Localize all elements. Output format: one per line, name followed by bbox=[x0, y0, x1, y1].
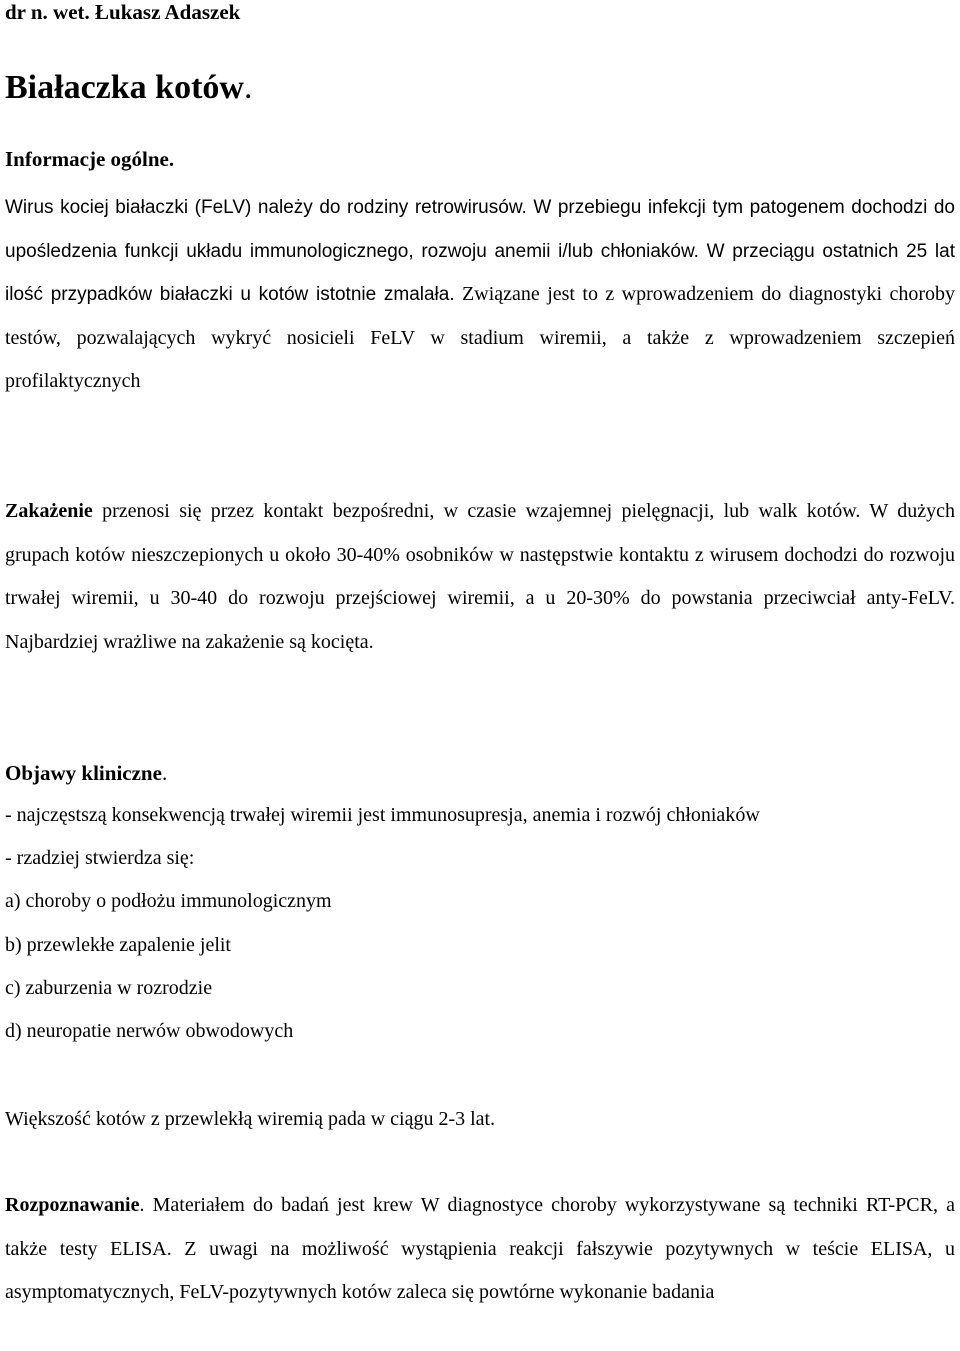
paragraph-infection bbox=[5, 490, 955, 664]
paragraph-general-info bbox=[5, 186, 955, 404]
heading-symptoms bbox=[5, 760, 167, 786]
diagnosis-lead: Rozpoznawanie bbox=[5, 1194, 140, 1216]
infection-lead: Zakażenie bbox=[5, 500, 93, 522]
symptom-line: c) zaburzenia w rozrodzie bbox=[5, 977, 213, 999]
heading-symptoms-text: Objawy kliniczne bbox=[5, 761, 162, 785]
paragraph-general-info-part1: Wirus kociej białaczki (FeLV) należy do rodziny retrowirusów. W przebiegu infekcji tym patogenem dochodzi do upośledzenia funkcji układu immunologicznego, rozwoju anemii i/lub chłoniaków. W przeciągu ostatnich 25 lat ilość przypadków białaczki u kotów istotnie zmalała. bbox=[5, 197, 955, 305]
symptom-line: b) przewlekłe zapalenie jelit bbox=[5, 934, 231, 956]
paragraph-general-info-part2: Związane jest to z wprowadzeniem do diagnostyki choroby testów, pozwalających wykryć nosicieli FeLV w stadium wiremii, a także z wprowadzeniem szczepień profilaktycznych bbox=[5, 283, 955, 392]
diagnosis-text: . Materiałem do badań jest krew W diagnostyce choroby wykorzystywane są techniki RT-PCR, a także testy ELISA. Z uwagi na możliwość wystąpienia reakcji fałszywie pozytywnych w teście ELISA, u asymptomatycznych, FeLV-pozytywnych kotów zaleca się powtórne wykonanie badania bbox=[5, 1194, 955, 1303]
document-title bbox=[5, 66, 252, 110]
symptom-line: - najczęstszą konsekwencją trwałej wiremii jest immunosupresja, anemia i rozwój chłoniaków bbox=[5, 804, 760, 826]
author-line: dr n. wet. Łukasz Adaszek bbox=[5, 0, 241, 24]
symptom-line: d) neuropatie nerwów obwodowych bbox=[5, 1020, 294, 1042]
symptom-summary: Większość kotów z przewlekłą wiremią pada w ciągu 2-3 lat. bbox=[5, 1108, 496, 1130]
heading-symptoms-dot: . bbox=[161, 761, 168, 785]
heading-general-info: Informacje ogólne. bbox=[5, 147, 175, 171]
title-dot: . bbox=[243, 69, 253, 106]
symptom-line: a) choroby o podłożu immunologicznym bbox=[5, 890, 332, 912]
symptom-line: - rzadziej stwierdza się: bbox=[5, 847, 195, 869]
infection-text: przenosi się przez kontakt bezpośredni, w czasie wzajemnej pielęgnacji, lub walk kotów. W dużych grupach kotów nieszczepionych u około 30-40% osobników w następstwie kontaktu z wirusem dochodzi do rozwoju trwałej wiremii, u 30-40 do rozwoju przejściowej wiremii, a u 20-30% do powstania przeciwciał anty-FeLV. Najbardziej wrażliwe na zakażenie są kocięta. bbox=[5, 500, 955, 653]
paragraph-diagnosis bbox=[5, 1184, 955, 1315]
title-text: Białaczka kotów bbox=[5, 69, 244, 106]
